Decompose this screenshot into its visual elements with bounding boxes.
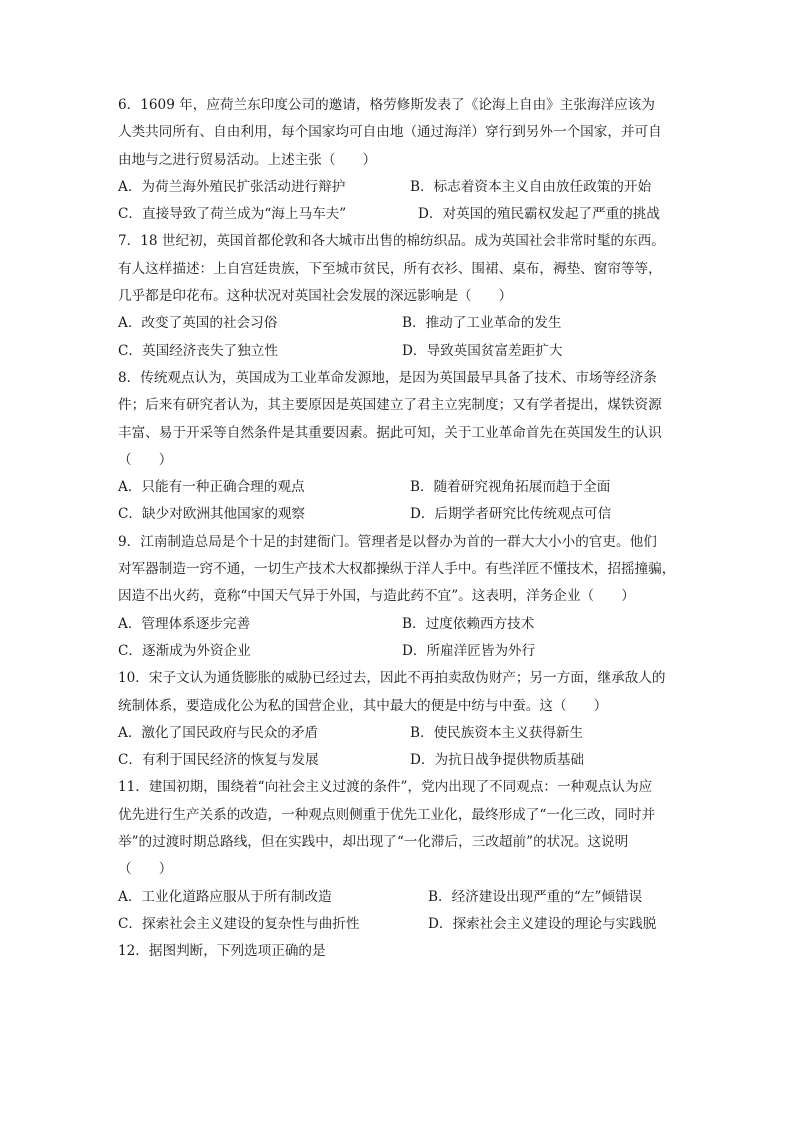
option-b: B．过度依赖西方技术 xyxy=(402,615,535,632)
question-text: 人类共同所有、自由利用，每个国家均可自由地（通过海洋）穿行到另外一个国家，并可自 xyxy=(118,124,662,141)
option-d: D．探索社会主义建设的理论与实践脱 xyxy=(428,915,657,932)
option-b: B．随着研究视角拓展而趋于全面 xyxy=(410,479,611,496)
question-6 xyxy=(118,92,684,228)
question-9 xyxy=(118,529,684,665)
option-c: C．有利于国民经济的恢复与发展 xyxy=(118,752,319,769)
question-text: 件；后来有研究者认为，其主要原因是英国建立了君主立宪制度；又有学者提出，煤铁资源 xyxy=(118,397,662,414)
option-c: C．英国经济丧失了独立性 xyxy=(118,342,278,359)
question-text: 12．据图判断，下列选项正确的是 xyxy=(118,943,326,960)
question-text: 有人这样描述：上自宫廷贵族，下至城市贫民，所有衣衫、围裙、桌布，褥垫、窗帘等等， xyxy=(118,260,662,277)
question-7 xyxy=(118,228,684,364)
option-c: C．直接导致了荷兰成为“海上马车夫” xyxy=(118,206,347,223)
option-d: D．对英国的殖民霸权发起了严重的挑战 xyxy=(418,206,660,223)
question-text: 8．传统观点认为，英国成为工业革命发源地，是因为英国最早具备了技术、市场等经济条 xyxy=(118,369,657,386)
option-c: C．逐渐成为外资企业 xyxy=(118,642,251,659)
option-d: D．导致英国贫富差距扩大 xyxy=(402,342,563,359)
option-row xyxy=(118,201,684,228)
question-text: 7．18 世纪初，英国首都伦敦和各大城市出售的棉纺织品。成为英国社会非常时髦的东西。 xyxy=(118,233,665,250)
option-row xyxy=(118,747,684,774)
option-row xyxy=(118,720,684,747)
option-row xyxy=(118,911,684,938)
option-row xyxy=(118,310,684,337)
question-text: 丰富、易于开采等自然条件是其重要因素。据此可知，关于工业革命首先在英国发生的认识 xyxy=(118,424,662,441)
option-a: A．只能有一种正确合理的观点 xyxy=(118,479,305,496)
question-text: 统制体系，要造成化公为私的国营企业，其中最大的便是中纺与中蚕。这（ ） xyxy=(118,697,608,714)
question-text: 因造不出火药，竟称“中国天气异于外国，与造此药不宜”。这表明，洋务企业（ ） xyxy=(118,588,635,605)
question-text: （ ） xyxy=(118,451,173,468)
question-12 xyxy=(118,938,684,965)
option-a: A．改变了英国的社会习俗 xyxy=(118,315,278,332)
option-c: C．探索社会主义建设的复杂性与曲折性 xyxy=(118,915,360,932)
option-row xyxy=(118,611,684,638)
question-text: 11．建国初期，围绕着“向社会主义过渡的条件”，党内出现了不同观点：一种观点认为应 xyxy=(118,779,653,796)
option-b: B．经济建设出现严重的“左”倾错误 xyxy=(428,888,643,905)
option-c: C．缺少对欧洲其他国家的观察 xyxy=(118,506,306,523)
question-text: 6．1609 年，应荷兰东印度公司的邀请，格劳修斯发表了《论海上自由》主张海洋应该为 xyxy=(118,97,655,113)
question-text: 由地与之进行贸易活动。上述主张（ ） xyxy=(118,151,377,168)
question-11 xyxy=(118,774,684,938)
option-d: D．为抗日战争提供物质基础 xyxy=(410,752,585,769)
question-text: 10．宋子文认为通货膨胀的威胁已经过去，因此不再拍卖敌伪财产；另一方面，继承敌人的 xyxy=(118,670,666,687)
option-row xyxy=(118,884,684,911)
question-text: （ ） xyxy=(118,861,173,878)
option-row xyxy=(118,638,684,665)
option-a: A．激化了国民政府与民众的矛盾 xyxy=(118,724,319,741)
question-text: 优先进行生产关系的改造，一种观点则侧重于优先工业化，最终形成了“一化三改，同时并 xyxy=(118,806,656,823)
question-10 xyxy=(118,665,684,774)
option-row xyxy=(118,338,684,365)
option-a: A．为荷兰海外殖民扩张活动进行辩护 xyxy=(118,178,346,195)
exam-page xyxy=(118,92,684,966)
question-text: 对军器制造一窍不通，一切生产技术大权都操纵于洋人手中。有些洋匠不懂技术，招摇撞骗， xyxy=(118,561,676,578)
option-row xyxy=(118,474,684,501)
option-d: D．后期学者研究比传统观点可信 xyxy=(410,506,612,523)
option-row xyxy=(118,501,684,528)
option-b: B．推动了工业革命的发生 xyxy=(402,315,562,332)
option-d: D．所雇洋匠皆为外行 xyxy=(402,642,536,659)
option-a: A．工业化道路应服从于所有制改造 xyxy=(118,888,332,905)
option-b: B．标志着资本主义自由放任政策的开始 xyxy=(410,178,652,195)
question-text: 9．江南制造总局是个十足的封建衙门。管理者是以督办为首的一群大大小小的官吏。他们 xyxy=(118,533,657,550)
question-text: 几乎都是印花布。这种状况对英国社会发展的深远影响是（ ） xyxy=(118,288,513,305)
option-a: A．管理体系逐步完善 xyxy=(118,615,251,632)
question-text: 举”的过渡时期总路线，但在实践中，却出现了“一化滞后，三改超前”的状况。这说明 xyxy=(118,834,629,851)
option-b: B．使民族资本主义获得新生 xyxy=(410,724,584,741)
question-8 xyxy=(118,365,684,529)
option-row xyxy=(118,174,684,201)
